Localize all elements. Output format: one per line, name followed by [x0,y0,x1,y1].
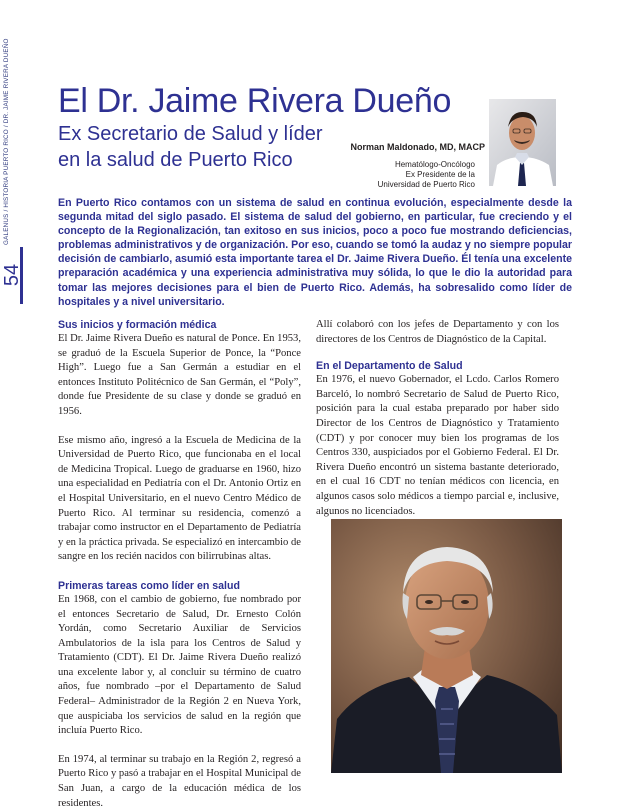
running-head: GALENUS / HISTORIA PUERTO RICO / DR. JAIME RIVERA DUEÑO [3,38,10,245]
article-intro: En Puerto Rico contamos con un sistema de salud en continua evolución, especialmente desde la segunda mitad del siglo pasado. El sistema de salud del gobierno, en particular, fue creciendo y el concepto de la Regionalización, tan exitoso en sus inicios, poco a poco fue mostrando deficiencias, problemas administrativos y de organización. Por eso, cuando se tomó la audaz y no siempre popular decisión de cambiarlo, asumió esta importante tarea el Dr. Jaime Rivera Dueño. Él tenía una excelente preparación académica y una experiencia administrativa muy sólida, lo que le dio la autoridad para tomar las mejores decisiones para el bien de Puerto Rico. Además, ha sobresalido como líder de hospitales y a nivel universitario. [58,197,572,308]
body-paragraph: En 1976, el nuevo Gobernador, el Lcdo. Carlos Romero Barceló, lo nombró Secretario de Salud de Puerto Rico, posición para la cual estaba preparado por haber sido Director de los Centros de Diagnóstico y Tratamiento (CDT) y por conocer muy bien los programas de los Centros 330, auspiciados por el Gobierno Federal. El Dr. Rivera Dueño encontró un sistema bastante deteriorado, en el cual 16 CDT no tenían médicos con licencia, en algunos casos solo médicos a tiempo parcial e, inclusive, algunos no licenciados. [316,374,559,517]
page-number-tab [0,247,26,304]
right-column [316,318,559,519]
article-subtitle: Ex Secretario de Salud y líder en la salud de Puerto Rico [58,123,323,171]
author-photo [489,99,556,186]
author-role-line: Universidad de Puerto Rico [377,180,475,189]
section-heading-first-tasks: Primeras tareas como líder en salud [58,579,240,592]
author-role-line: Ex Presidente de la [405,170,475,179]
body-paragraph: En 1974, al terminar su trabajo en la Región 2, regresó a Puerto Rico y pasó a trabajar en el Hospital Municipal de San Juan, a cargo de la educación médica de los residentes. [58,753,301,809]
body-paragraph: En 1968, con el cambio de gobierno, fue nombrado por el entonces Secretario de Salud, Dr. Ernesto Colón Yordán, como Secretario Auxiliar de Servicios Ambulatorios de la isla para los Centros de Salud y Tratamiento (CDT). El Dr. Jaime Rivera Dueño realizó una excelente labor y, al concluir su término de cuatro años, fue nombrado –por el Departamento de Salud Federal– Administrador de la Región 2 en Nueva York, que auspiciaba los servicios de salud en la región que incluía Puerto Rico. [58,593,301,737]
author-name: Norman Maldonado, MD, MACP [350,142,485,152]
body-paragraph: El Dr. Jaime Rivera Dueño es natural de Ponce. En 1953, se graduó de la Escuela Superior de Ponce, la “Ponce High”. Luego fue a San Germán a estudiar en el entonces Instituto Politécnico de San Germán, el “Poly”, donde fue Presidente de su clase y donde se graduó en 1956. [58,333,301,417]
portrait-photo [331,519,562,773]
article-title: El Dr. Jaime Rivera Dueño [58,82,452,120]
body-paragraph: Ese mismo año, ingresó a la Escuela de Medicina de la Universidad de Puerto Rico, que funcionaba en el local de Medicina Tropical. Luego de graduarse en 1960, hizo una especialidad en Pediatría con el Dr. Antonio Ortiz en el Hospital Universitario, en el nuevo Centro Médico de Puerto Rico. Al terminar su residencia, comenzó a trabajar como instructor en el Departamento de Pediatría y en la práctica privada. Se especializó en intercambio de sangre en los recién nacidos con bilirrubinas altas. [58,434,301,563]
section-heading-beginnings: Sus inicios y formación médica [58,319,217,331]
author-role-line: Hematólogo-Oncólogo [394,160,475,169]
section-heading-department: En el Departamento de Salud [316,360,463,373]
author-role [330,160,475,190]
left-column [58,318,301,811]
page-number: 54 [1,263,23,287]
body-paragraph: Allí colaboró con los jefes de Departamento y con los directores de los Centros de Diagnóstico de la Capital. [316,319,559,345]
